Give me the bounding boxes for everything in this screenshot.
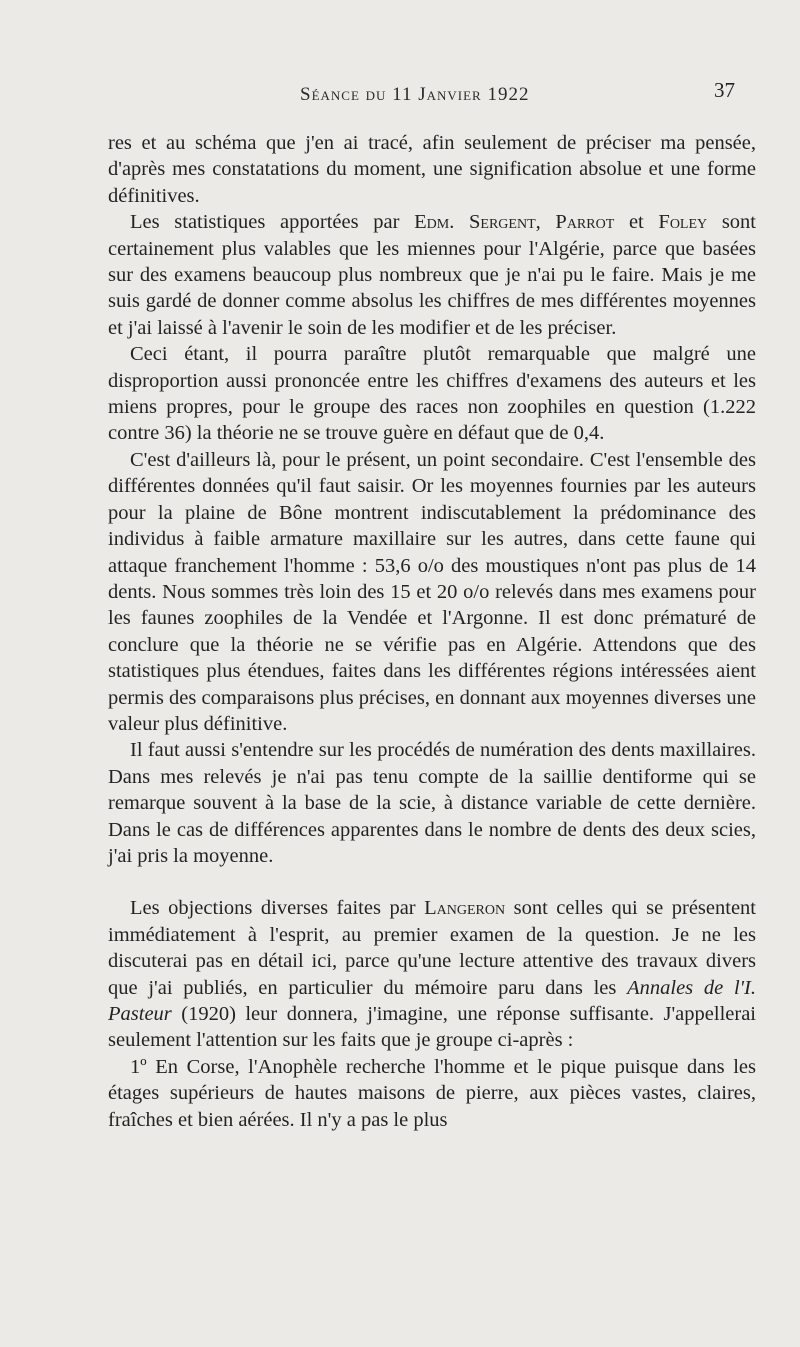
paragraph-point-secondaire: C'est d'ailleurs là, pour le présent, un point secondaire. C'est l'ensemble des différentes données qu'il faut saisir. Or les moyennes fournies par les auteurs pour la plaine de Bône montrent indiscutablement la prédominance des individus à faible armature maxillaire sur les autres, dans cette faune qui attaque franchement l'homme : 53,6 o/o des moustiques n'ont pas plus de 14 dents. Nous sommes très loin des 15 et 20 o/o relevés dans mes examens pour les faunes zoophiles de la Vendée et l'Argonne. Il est donc prématuré de conclure que la théorie ne se vérifie pas en Algérie. Attendons que des statistiques plus étendues, faites dans les différentes régions intéressées aient permis des comparaisons plus précises, en donnant aux moyennes diverses une valeur plus définitive. <box>108 448 756 735</box>
paragraph-continuation: res et au schéma que j'en ai tracé, afin seulement de préciser ma pensée, d'après mes constatations du moment, une signification absolue et une forme définitives. <box>108 132 756 207</box>
author-name: Parrot <box>555 211 615 234</box>
paragraph-numeration: Il faut aussi s'entendre sur les procédés de numération des dents maxillaires. Dans mes relevés je n'ai pas tenu compte de la saillie dentiforme qui se remarque souvent à la base de la scie, à distance variable de cette dernière. Dans le cas de différences apparentes dans le nombre de dents des deux scies, j'ai pris la moyenne. <box>108 739 756 867</box>
paragraph-text: sont certainement plus valables que les miennes pour l'Algérie, parce que basées sur des examens beaucoup plus nombreux que je n'ai pu le faire. Mais je me suis gardé de donner comme absolus les chiffres de mes différentes moyennes et j'ai laissé à l'avenir le soin de les modifier et de les préciser. <box>108 211 756 339</box>
running-head <box>110 78 735 108</box>
paragraph-ceci-etant: Ceci étant, il pourra paraître plutôt remarquable que malgré une disproportion aussi prononcée entre les chiffres d'examens des auteurs et les miens propres, pour le groupe des races non zoophiles en question (1.222 contre 36) la théorie ne se trouve guère en défaut que de 0,4. <box>108 343 756 445</box>
body-text <box>108 130 756 1133</box>
author-name: Edm. Sergent <box>414 211 536 234</box>
running-title: Séance du 11 Janvier 1922 <box>300 84 530 105</box>
paragraph-text: sont celles qui se présentent immédiatement à l'esprit, au premier examen de la question. Je ne les discuterai pas en détail ici, parce qu'une lecture attentive des travaux divers que j'ai publiés, en particulier du mémoire paru dans les <box>108 897 756 999</box>
paragraph-statistiques <box>108 209 756 341</box>
paragraph-text: Les statistiques apportées par <box>130 211 415 234</box>
paragraph-text: (1920) leur donnera, j'imagine, une réponse suffisante. J'appellerai seulement l'attention sur les faits que je groupe ci-après : <box>108 1003 756 1052</box>
paragraph-objections <box>108 895 756 1053</box>
author-name: Foley <box>658 211 708 234</box>
author-name: Langeron <box>424 897 506 920</box>
journal-title: Annales de l'I. Pasteur <box>108 976 756 1025</box>
paragraph-text: Les objections diverses faites par <box>130 897 425 920</box>
paragraph-corse: 1º En Corse, l'Anophèle recherche l'homme et le pique puisque dans les étages supérieurs de hautes maisons de pierre, aux pièces vastes, claires, fraîches et bien aérées. Il n'y a pas le plus <box>108 1055 756 1131</box>
paragraph-text: , <box>535 211 556 234</box>
paragraph-text: et <box>614 211 659 234</box>
page-number: 37 <box>714 78 735 102</box>
